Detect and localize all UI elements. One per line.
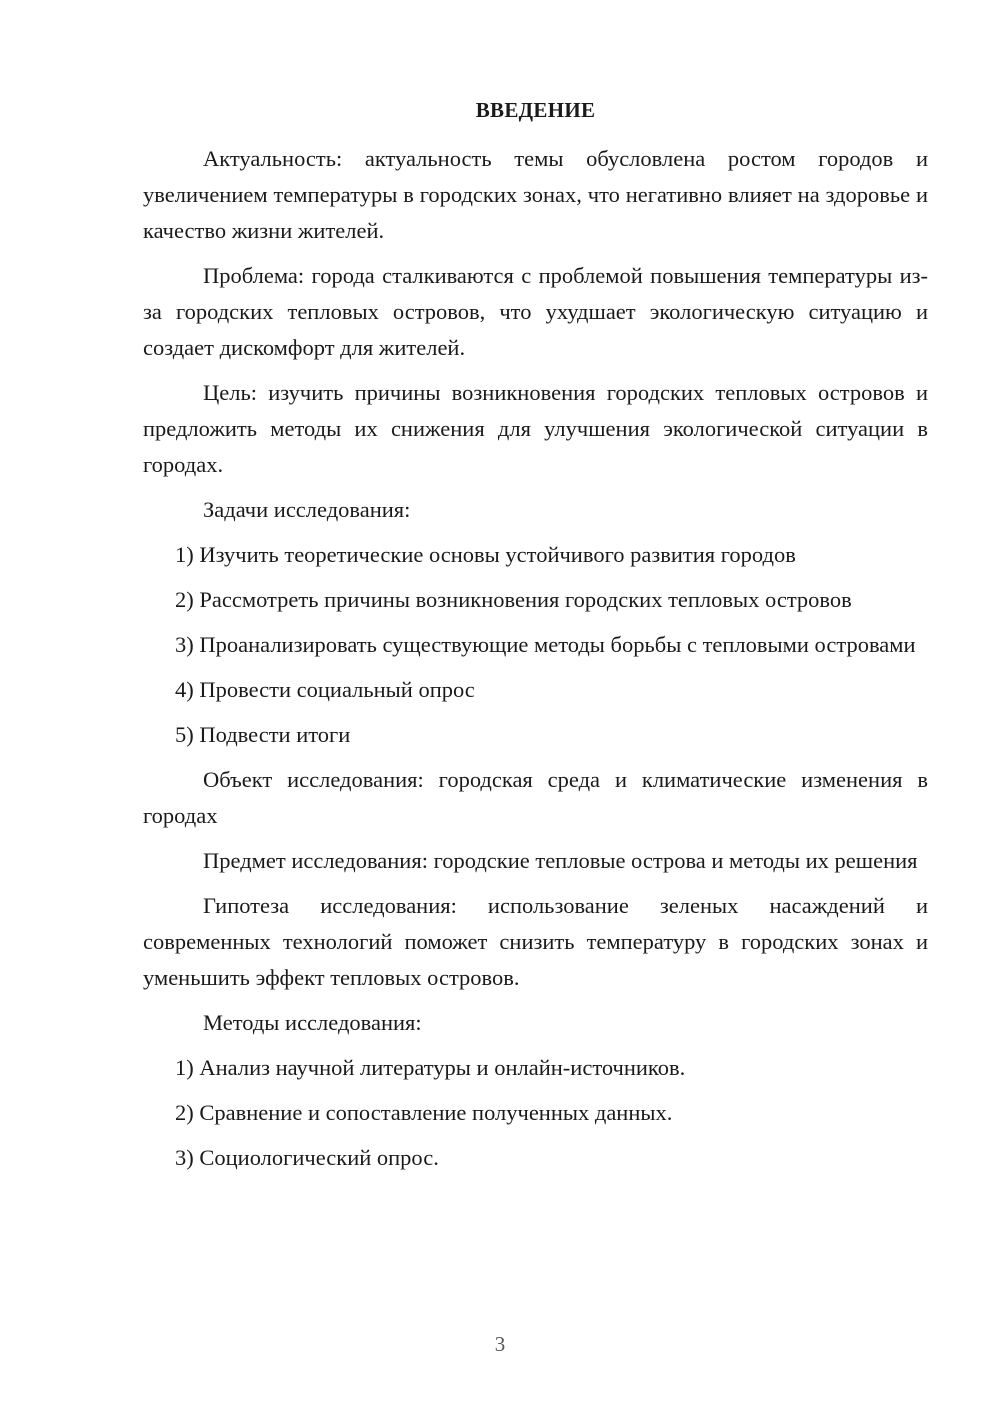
object-paragraph: Объект исследования: городская среда и климатические изменения в городах [143,767,928,828]
section-title: ВВЕДЕНИЕ [475,98,596,122]
page-number: 3 [494,1332,506,1356]
goal-paragraph: Цель: изучить причины возникновения городских тепловых островов и предложить методы их снижения для улучшения экологической ситуации в городах. [143,380,928,477]
subject-paragraph: Предмет исследования: городские тепловые острова и методы их решения [203,848,918,873]
method-item-3: 3) Социологический опрос. [175,1145,439,1170]
task-item-3: 3) Проанализировать существующие методы борьбы с тепловыми островами [175,632,916,657]
methods-heading: Методы исследования: [203,1010,422,1035]
task-item-4: 4) Провести социальный опрос [175,677,475,702]
task-item-5: 5) Подвести итоги [175,722,351,747]
problem-paragraph: Проблема: города сталкиваются с проблемой повышения температуры из-за городских тепловых островов, что ухудшает экологическую ситуацию и создает дискомфорт для жителей. [143,263,928,360]
task-item-2: 2) Рассмотреть причины возникновения городских тепловых островов [175,587,852,612]
relevance-paragraph: Актуальность: актуальность темы обусловлена ростом городов и увеличением температуры в городских зонах, что негативно влияет на здоровье и качество жизни жителей. [143,146,928,243]
hypothesis-paragraph: Гипотеза исследования: использование зеленых насаждений и современных технологий поможет снизить температуру в городских зонах и уменьшить эффект тепловых островов. [143,893,928,990]
tasks-heading: Задачи исследования: [203,497,411,522]
document-body [143,141,928,1176]
task-item-1: 1) Изучить теоретические основы устойчивого развития городов [175,542,796,567]
method-item-2: 2) Сравнение и сопоставление полученных данных. [175,1100,673,1125]
method-item-1: 1) Анализ научной литературы и онлайн-источников. [175,1055,686,1080]
